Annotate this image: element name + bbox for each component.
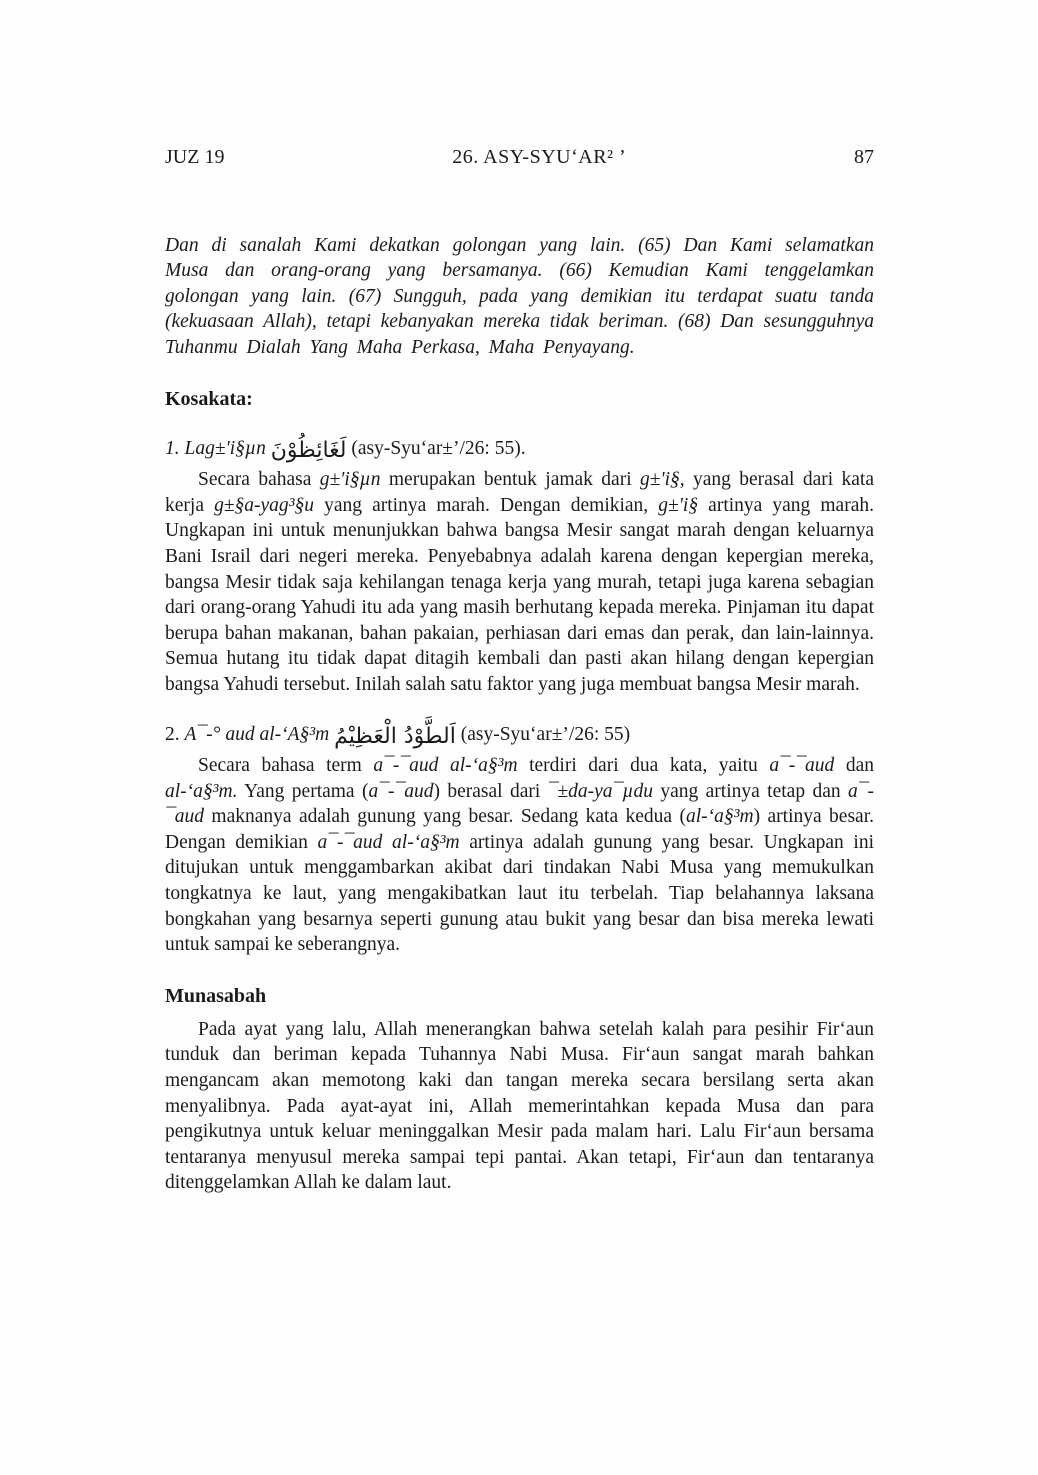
text-run: artinya yang marah. Ungkapan ini untuk menunjukkan bahwa bangsa Mesir sangat marah dengan keluarnya Bani Israil dari negeri mereka. Penyebabnya adalah karena dengan kepergian mereka, bangsa Mesir tidak saja kehilangan tenaga kerja yang murah, tetapi juga karena sebagian dari orang-orang Yahudi itu ada yang masih berhutang kepada mereka. Pinjaman itu dapat berupa bahan makanan, bahan pakaian, perhiasan dari emas dan perak, dan lain-lainnya. Semua hutang itu tidak dapat ditagih kembali dan pasti akan hilang dengan kepergian bangsa Yahudi tersebut. Inilah salah satu faktor yang juga membuat bangsa Mesir marah. — [165, 494, 874, 695]
text-run: ) berasal dari — [433, 780, 548, 802]
transliteration-text: g±'i§ — [658, 494, 699, 516]
transliteration-text: g±§a-yag³§u — [214, 494, 315, 516]
header-juz-label: JUZ 19 — [165, 146, 225, 168]
kosakata-item-2-term — [165, 722, 874, 748]
transliteration-text: a¯-¯aud — [769, 755, 835, 777]
text-run: merupakan bentuk jamak dari — [380, 469, 640, 491]
munasabah-paragraph: Pada ayat yang lalu, Allah menerangkan bahwa setelah kalah para pesihir Fir‘aun tunduk dan beriman kepada Tuhannya Nabi Musa. Fir‘aun sangat marah bahkan mengancam akan memotong kaki dan tangan mereka secara bersilang serta akan menyalibnya. Pada ayat-ayat ini, Allah memerintahkan kepada Musa dan para pengikutnya untuk keluar meninggalkan Mesir pada malam hari. Lalu Fir‘aun bersama tentaranya menyusul mereka sampai tepi pantai. Akan tetapi, Fir‘aun dan tentaranya ditenggelamkan Allah ke dalam laut. — [165, 1018, 874, 1194]
translation-paragraph: Dan di sanalah Kami dekatkan golongan yang lain. (65) Dan Kami selamatkan Musa dan orang-orang yang bersamanya. (66) Kemudian Kami tenggelamkan golongan yang lain. (67) Sungguh, pada yang demikian itu terdapat suatu tanda (kekuasaan Allah), tetapi kebanyakan mereka tidak beriman. (68) Dan sesungguhnya Tuhanmu Dialah Yang Maha Perkasa, Maha Penyayang. — [165, 234, 874, 358]
text-run: ) artinya besar. Dengan demikian — [165, 806, 874, 853]
transliteration-text: g±'i§µn — [319, 469, 381, 491]
kosakata-item-1-paragraph — [165, 467, 874, 697]
transliteration-text: A¯-° aud al-‘A§³m — [184, 723, 335, 745]
kosakata-item-2-paragraph — [165, 753, 874, 958]
transliteration-text: a¯-¯aud al-‘a§³m — [317, 831, 460, 853]
transliteration-text: al-‘a§³m — [686, 806, 754, 828]
text-run: dan — [834, 755, 875, 777]
arabic-text: لَغَائِظُوْنَ — [270, 437, 347, 463]
text-run: Secara bahasa term — [198, 755, 374, 777]
text-run: (asy-Syu‘ar±’/26: 55) — [455, 723, 631, 745]
transliteration-text: a¯-¯aud — [165, 780, 874, 828]
arabic-text: اَلطَّوْدُ الْعَظِيْمُ — [334, 723, 456, 749]
text-run: artinya adalah gunung yang besar. Ungkapan ini ditujukan untuk menggambarkan akibat dari tindakan Nabi Musa yang memukulkan tongkatnya ke laut, yang mengakibatkan laut itu terbelah. Tiap belahannya laksana bongkahan yang besarnya seperti gunung atau bukit yang besar dan bisa mereka lewati untuk sampai ke seberangnya. — [165, 831, 874, 956]
text-run: Yang pertama ( — [237, 780, 369, 802]
kosakata-heading: Kosakata: — [165, 387, 253, 410]
transliteration-text: ¯±da-ya¯µdu — [547, 780, 653, 802]
transliteration-text: 1. — [165, 437, 185, 459]
text-run: terdiri dari dua kata, yaitu — [517, 755, 770, 777]
text-run: yang artinya marah. Dengan demikian, — [314, 494, 659, 516]
transliteration-text: Lag±'i§µn — [184, 437, 271, 459]
kosakata-item-1-term — [165, 436, 874, 462]
header-page-number: 87 — [853, 146, 874, 168]
transliteration-text: a¯-¯aud al-‘a§³m — [373, 755, 518, 777]
text-run: yang artinya tetap dan — [652, 780, 848, 802]
text-run: 2. — [165, 723, 185, 745]
munasabah-heading: Munasabah — [165, 984, 267, 1007]
text-run: Secara bahasa — [198, 469, 320, 491]
header-surah-title: 26. ASY-SYU‘AR² ’ — [452, 146, 627, 168]
transliteration-text: g±'i§, — [639, 469, 685, 491]
text-run: (asy-Syu‘ar±’/26: 55). — [346, 437, 526, 459]
transliteration-text: al-‘a§³m. — [165, 780, 238, 802]
text-run: yang berasal dari kata kerja — [165, 469, 874, 516]
text-run: maknanya adalah gunung yang besar. Sedang kata kedua ( — [204, 806, 686, 828]
page-header — [165, 145, 874, 171]
transliteration-text: a¯-¯aud — [368, 780, 434, 802]
